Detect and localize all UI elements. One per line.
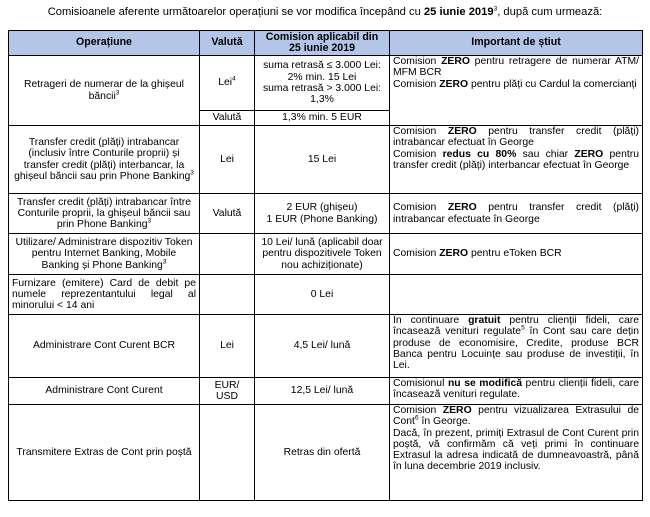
table-row [9,315,643,378]
row7-valuta: EUR/ USD [200,378,255,405]
row4-operatiune: Utilizare/ Administrare dispozitiv Token pentru Internet Banking, Mobile Banking și Phone Banking$^3$ [9,234,200,275]
row1-important: Comision ZERO pentru retragere de numerar ATM/ MFM BCR Comision ZERO pentru plăți cu Cardul la comercianți [390,56,643,126]
row3-operatiune: Transfer credit (plăți) intrabancar între Conturile proprii, la ghișeul băncii sau prin Phone Banking$^3$ [9,194,200,234]
table-row [9,275,643,315]
header-operatiune: Operațiune [9,31,200,56]
row6-valuta: Lei [200,315,255,378]
row4-valuta [200,234,255,275]
row7-comision: 12,5 Lei/ lună [255,378,390,405]
header-valuta: Valută [200,31,255,56]
row1-operatiune: Retrageri de numerar de la ghișeul băncii$^3$ [9,56,200,126]
header-comision-line1: Comision aplicabil din [265,30,379,43]
header-comision-line2: 25 iunie 2019 [289,42,355,54]
row5-comision: 0 Lei [255,275,390,315]
table-row [9,126,643,194]
intro-date: 25 iunie 2019 [423,6,494,18]
row5-important [390,275,643,315]
row3-comision: 2 EUR (ghișeu) 1 EUR (Phone Banking) [255,194,390,234]
row6-important: În continuare gratuit pentru clienții fideli, care încasează venituri regulate$^5$ în Cont sau care dețin produse de economisire, Credite, produse BCR Banca pentru Locuințe sau produse de investiții, în Lei. [390,315,643,378]
row1-valuta-lei: Lei$^4$ [200,56,255,111]
table-header-row [9,31,643,56]
table-row [9,56,643,111]
row4-important: Comision ZERO pentru eToken BCR [390,234,643,275]
row7-important: Comisionul nu se modifică pentru clienții fideli, care încasează venituri regulate. [390,378,643,405]
row8-operatiune: Transmitere Extras de Cont prin poștă [9,405,200,501]
row1-valuta-fx: Valută [200,111,255,126]
row6-operatiune: Administrare Cont Curent BCR [9,315,200,378]
row8-comision: Retras din ofertă [255,405,390,501]
row1-comision-lei: suma retrasă ≤ 3.000 Lei: 2% min. 15 Lei suma retrasă > 3.000 Lei: 1,3% [255,56,390,111]
row5-valuta [200,275,255,315]
row2-valuta: Lei [200,126,255,194]
row2-operatiune: Transfer credit (plăți) intrabancar (inclusiv între Conturile proprii) și transfer credit (plăți) interbancar, la ghișeul băncii sau prin Phone Banking$^3$ [9,126,200,194]
row3-important: Comision ZERO pentru transfer credit (plăți) intrabancar efectuate în George [390,194,643,234]
row5-operatiune: Furnizare (emitere) Card de debit pe numele reprezentantului legal al minorului < 14 ani [9,275,200,315]
row2-important: Comision ZERO pentru transfer credit (plăți) intrabancar efectuat în George Comision redus cu 80% sau chiar ZERO pentru transfer credit (plăți) interbancar efectuat în George [390,126,643,194]
table-row [9,405,643,501]
header-important: Important de știut [390,31,643,56]
table-row [9,194,643,234]
commission-table [8,30,643,501]
row3-valuta: Valută [200,194,255,234]
row1-comision-fx: 1,3% min. 5 EUR [255,111,390,126]
table-row [9,378,643,405]
row8-valuta [200,405,255,501]
intro-text [0,6,650,19]
intro-after: , după cum urmează: [497,6,603,18]
row2-comision: 15 Lei [255,126,390,194]
intro-footnote: 3 [493,5,498,13]
row8-important: Comision ZERO pentru vizualizarea Extrasului de Cont$^6$ în George. Dacă, în prezent, primiți Extrasul de Cont Curent prin poștă, vă confirmăm că veți primi în continuare Extrasul la adresa indicată de dumneavoastră, până în luna decembrie 2019 inclusiv. [390,405,643,501]
row4-comision: 10 Lei/ lună (aplicabil doar pentru dispozitivele Token nou achiziționate) [255,234,390,275]
table-row [9,234,643,275]
header-comision [255,31,390,56]
row7-operatiune: Administrare Cont Curent [9,378,200,405]
row6-comision: 4,5 Lei/ lună [255,315,390,378]
intro-before: Comisioanele aferente următoarelor operațiuni se vor modifica începând cu [47,6,424,18]
